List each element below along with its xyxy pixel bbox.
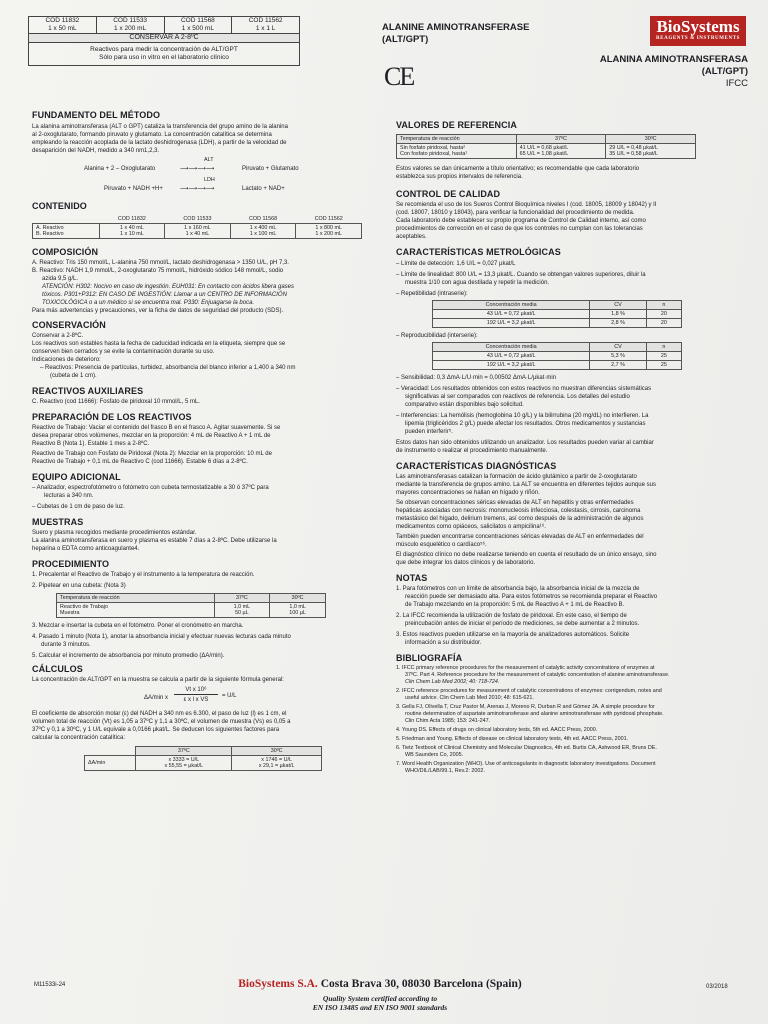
section-heading: FUNDAMENTO DEL MÉTODO [32,110,161,120]
diag-text: Las aminotransferasas catalizan la formación de ácido glutámico a partir de 2-oxoglutarato mediante la transferencia de grupos amino. La ALT se encuentra en diferentes tejidos aunque sus mayores concentraciones se hallan en hígado y riñón. Se observan concentraciones séricas elevadas de ALT en hepatitis y otras enfermedades hepáticas asociadas con necrosis: mononucleosis infecciosa, colestasis, cirrosis, carcinoma metastásico del hígado, delirium tremens, así como después de la administración de algunos medicamentos como opiáceos, salicilatos o ampicilina¹⁶. También pueden encontrarse concentraciones séricas elevadas de ALT en enfermedades del músculo esquelético o cardíaco⁵⁶. El diagnóstico clínico no debe realizarse teniendo en cuenta el resultado de un único ensayo, sino que debe integrar los datos clínicos y de laboratorio. [396,474,657,566]
met-text: – Límite de detección: 1,6 U/L = 0,027 µkat/L – Límite de linealidad: 800 U/L = 13,3 µkat/L. Cuando se obtengan valores superiores, diluir la muestra 1/10 con agua destilada y repetir la medición. – Repetibilidad (intraserie): [396,261,646,297]
left-column [32,110,368,771]
reference-table: Temperatura de reacción 37ºC 30ºC Sin fosfato piridoxal, hasta² Con fosfato piridoxal, hasta¹ 41 U/L = 0,68 µkat/L 65 U/L = 1,08 µkat/L 29 U/L = 0,48 µkat/L 35 U/L = 0,58 µkat/L [396,134,696,159]
section-heading: REACTIVOS AUXILIARES [32,386,144,396]
qc-text: Se recomienda el uso de los Sueros Control Bioquímica niveles I (cod. 18005, 18009 y 18042) y II (cod. 18007, 18010 y 18043), para verificar la funcionalidad del procedimiento de medida. Cada laboratorio debe establecer su propio programa de Control de Calidad interno, así como procedimientos de corrección en el caso de que los controles no cumplan con las tolerancias aceptables. [396,202,657,240]
proc-steps: 3. Mezclar e insertar la cubeta en el fotómetro. Poner el cronómetro en marcha. 4. Pasado 1 minuto (Nota 1), anotar la absorbancia inicial y efectuar nuevas lecturas cada minuto durante 3 minutos. 5. Calcular el incremento de absorbancia por minuto promedio (ΔA/min). [32,623,291,659]
section-heading: PROCEDIMIENTO [32,559,110,569]
header-cod-3: COD 11568 1 x 500 mL [164,17,232,34]
bib-text: 1. IFCC primary reference procedures for the measurement of catalytic activity concentrations of enzymes at 37ºC. Part 4. Reference procedure for the measurement of catalytic concentration of alanine aminotransferase. Clin Chem Lab Med 2002; 40: 718-724. 2. IFCC reference procedures for measurement of catalytic concentrations of enzymes: corrigendum, notes and useful advice. Clin Chem Lab Med 2010; 48: 615-621. 3. Gella FJ, Olivella T, Cruz Pastor M, Arenas J, Moreno R, Durban R and Gómez JA. A simple procedure for routine determination of aspartate aminotransferase and alanine aminotransferase with pyridoxal phosphate. Clin Chim Acta 1985; 153: 241-247. 4. Young DS. Effects of drugs on clinical laboratory tests, 5th ed. AACC Press, 2000. 5. Friedman and Young. Effects of disease on clinical laboratory tests, 4th ed. AACC Press, 2001. 6. Tietz Textbook of Clinical Chemistry and Molecular Diagnostics, 4th ed. Burtis CA, Ashwood ER, Bruns DE. WB Saunders Co, 2005. 7. Word Health Organization (WHO). Use of anticoagulants in diagnostic laboratory investigations. Document WHO/DIL/LAB/99.1, Rev.2: 2002. [396,665,670,774]
ce-mark: CE [384,62,414,91]
brand-logo: BioSystems REAGENTS & INSTRUMENTS [650,16,746,46]
reproducibility-table: Concentración media CV n 43 U/L = 0,72 µkat/L 5,3 % 25 192 U/L = 3,2 µkat/L 2,7 % 25 [432,342,682,370]
mues-text: Suero y plasma recogidos mediante procedimientos estándar. La alanina aminotransferasa en suero y plasma es estable 7 días a 2-8ºC. Debe utilizarse la heparina o EDTA como anticoagulante4. [32,530,277,552]
section-heading: CONSERVACIÓN [32,320,106,330]
ref-text: Estos valores se dan únicamente a título orientativo; es recomendable que cada laboratorio establezca sus propios intervalos de referencia. [396,166,640,180]
section-heading: CARACTERÍSTICAS DIAGNÓSTICAS [396,461,557,471]
section-heading: CONTENIDO [32,201,87,211]
met-text-2: – Sensibilidad: 0,3 ΔmA·L/U·min = 0,00502 ΔmA·L/µkat·min – Veracidad: Los resultados obtenidos con estos reactivos no muestran diferencias sistemáticas significativas al ser comparados con reactivos de referencia. Los detalles del estudio comparativo están disponibles bajo solicitud. – Interferencias: La hemólisis (hemoglobina 10 g/L) y la bilirrubina (20 mg/dL) no interfieren. La lipemia (triglicéridos 2 g/L) puede afectar los resultados. Otros medicamentos y sustancias pueden interferir⁵. Estos datos han sido obtenidos utilizando un analizador. Los resultados pueden variar al cambiar de instrumento o realizar el procedimiento manualmente. [396,375,654,454]
section-heading: CARACTERÍSTICAS METROLÓGICAS [396,247,561,257]
header-table [28,16,300,66]
section-heading: NOTAS [396,573,428,583]
repro-label: – Reproducibilidad (interserie): [396,333,478,339]
section-heading: EQUIPO ADICIONAL [32,472,121,482]
prep-text: Reactivo de Trabajo: Vaciar el contenido del frasco B en el frasco A. Agitar suavemente. Si se desea preparar otros volúmenes, mezclar en la proporción: 4 mL de Reactivo A + 1 mL de Reactivo B (Nota 1). Estable 1 mes a 2-8ºC. Reactivo de Trabajo con Fosfato de Piridoxal (Nota 2): Mezclar en la proporción: 10 mL de Reactivo de Trabajo + 0,1 mL de Reactivo C (cod 11666). Estable 6 días a 2-8ºC. [32,425,281,465]
section-heading: BIBLIOGRAFÍA [396,653,463,663]
calc-text: La concentración de ALT/GPT en la muestra se calcula a partir de la siguiente fórmula general: [32,677,284,683]
storage-cell: CONSERVAR A 2-8ºC [29,34,300,43]
cons-text: Conservar a 2-8ºC. Los reactivos son estables hasta la fecha de caducidad indicada en la etiqueta, siempre que se conserven bien cerrados y se evite la contaminación durante su uso. Indicaciones de deterioro: – Reactivos: Presencia de partículas, turbidez, absorbancia del blanco inferior a 1,400 a 340 nm (cubeta de 1 cm). [32,333,296,379]
reaction-1: Alanina + 2 – Oxoglutarato ALT ⟶⟶⟶⟶ Piruvato + Glutamato [84,157,299,172]
repeatability-table: Concentración media CV n 43 U/L = 0,72 µkat/L 1,8 % 20 192 U/L = 3,2 µkat/L 2,8 % 20 [432,300,682,328]
factor-table: 37ºC 30ºC ΔA/min x 3333 = U/L x 55,55 = µkat/L x 1746 = U/L x 29,1 = µkat/L [84,746,322,771]
header-cod-2: COD 11533 1 x 200 mL [96,17,164,34]
right-column [396,120,736,775]
equip-text: – Analizador, espectrofotómetro o fotómetro con cubeta termostatizable a 30 ó 37ºC para lecturas a 340 nm. – Cubetas de 1 cm de paso de luz. [32,485,269,510]
reaction-2: Piruvato + NADH +H+ LDH ⟶⟶⟶⟶ Lactato + NAD+ [104,177,285,192]
notas-text: 1. Para fotómetros con un límite de absorbancia bajo, la absorbancia inicial de la mezcla de reacción puede ser demasiado alta. Para estos fotómetros se recomienda preparar el Reactivo de Trabajo mezclando en la proporción: 5 mL de Reactivo A + 1 mL de Reactivo B. 2. La IFCC recomienda la utilización de fosfato de piridoxal. En este caso, el tiempo de preincubación antes de iniciar el período de mediciones, se debe aumentar a 2 minutos. 3. Estos reactivos pueden utilizarse en la mayoría de analizadores automáticos. Solicite información a su distribuidor. [396,586,658,646]
section-heading: COMPOSICIÓN [32,247,99,257]
footer-code: M11533i-24 [34,982,66,988]
title-es: ALANINA AMINOTRANSFERASA (ALT/GPT) IFCC [599,54,748,89]
aux-text: C. Reactivo (cod 11666): Fosfato de piridoxal 10 mmol/L, 5 mL. [32,399,200,405]
purpose-cell: Reactivos para medir la concentración de ALT/GPT Sólo para uso in vitro en el laboratorio clínico [29,43,300,66]
section-heading: MUESTRAS [32,517,84,527]
section-heading: VALORES DE REFERENCIA [396,120,517,130]
fund-text: La alanina aminotransferasa (ALT o GPT) cataliza la transferencia del grupo amino de la alanina al 2-oxoglutarato, formando piruvato y glutamato. La concentración catalítica se determina empleando la reacción acoplada de la lactato deshidrogenasa (LDH), a partir de la velocidad de desaparición del NADH, medido a 340 nm1,2,3. [32,124,288,154]
comp-text: A. Reactivo: Tris 150 mmol/L, L-alanina 750 mmol/L, lactato deshidrogenasa > 1350 U/L, pH 7,3. B. Reactivo: NADH 1,9 mmol/L, 2-oxoglutarato 75 mmol/L, hidróxido sódico 148 mmol/L, sodio azida 9,5 g/L. ATENCIÓN: H302: Nocivo en caso de ingestión. EUH031: En contacto con ácidos libera gases tóxicos. P301+P312: EN CASO DE INGESTIÓN: Llamar a un CENTRO DE INFORMACIÓN TOXICOLÓGICA o a un médico si se encuentra mal. P330: Enjuagarse la boca. Para más advertencias y precauciones, ver la ficha de datos de seguridad del producto (SDS). [32,260,295,314]
calc-text-2: El coeficiente de absorción molar (ε) del NADH a 340 nm es 6.300, el paso de luz (l) es 1 cm, el volumen total de reacción (Vt) es 1,05 a 37ºC y 1,1 a 30ºC, el volumen de muestra (Vs) es 0,05 a 37ºC y 0,1 a 30ºC, y 1 U/L equivale a 0,0166 µkat/L. Se deducen los siguientes factores para calcular la concentración catalítica: [32,711,291,741]
formula: ΔA/min x Vt x 10⁶ ε x l x VS = U/L [144,687,237,703]
proc-text: 1. Precalentar el Reactivo de Trabajo y el instrumento a la temperatura de reacción. 2. Pipetear en una cubeta: (Nota 3) [32,572,255,589]
title-en: ALANINE AMINOTRANSFERASE (ALT/GPT) [382,22,530,45]
header-cod-4: COD 11562 1 x 1 L [232,17,300,34]
section-heading: CONTROL DE CALIDAD [396,189,501,199]
footer-address: BioSystems S.A. Costa Brava 30, 08030 Barcelona (Spain) [238,978,522,990]
content-table: COD 11832 COD 11533 COD 11568 COD 11562 A. Reactivo B. Reactivo 1 x 40 mL 1 x 10 mL 1 x 160 mL 1 x 40 mL 1 x 400 mL 1 x 100 mL 1 x 800 mL 1 x 200 mL [32,215,362,239]
section-heading: CÁLCULOS [32,664,83,674]
procedure-table: Temperatura de reacción 37ºC 30ºC Reactivo de Trabajo Muestra 1,0 mL 50 µL 1,0 mL 100 µL [56,593,326,618]
footer-quality: Quality System certified according to EN ISO 13485 and EN ISO 9001 standards [312,994,448,1012]
header-cod-1: COD 11832 1 x 50 mL [29,17,97,34]
section-heading: PREPARACIÓN DE LOS REACTIVOS [32,412,192,422]
footer-date: 03/2018 [706,984,728,990]
